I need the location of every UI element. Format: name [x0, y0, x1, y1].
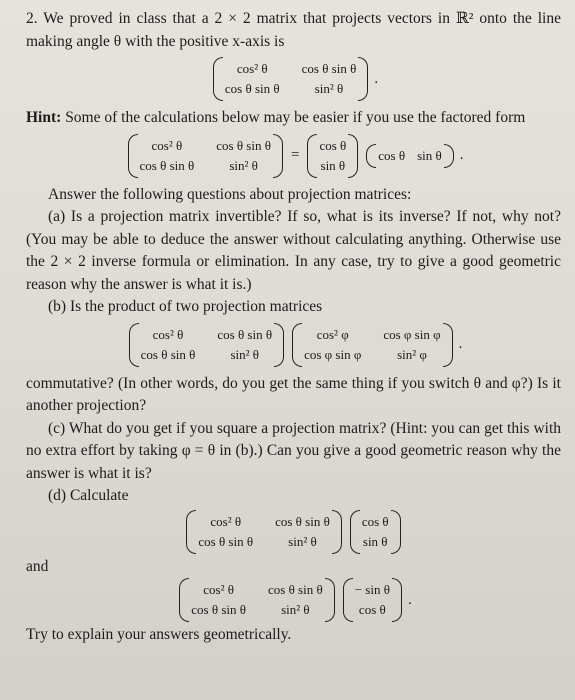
- matrix-cell: cos θ sin θ: [217, 326, 273, 342]
- part-d: (d) Calculate: [48, 487, 129, 504]
- period: .: [458, 336, 463, 353]
- hint-paragraph: [26, 107, 561, 130]
- matrix-cell: cos φ sin φ: [383, 326, 441, 342]
- matrix-cell: sin θ: [417, 147, 442, 163]
- factored-form-equation: [26, 134, 561, 178]
- column-vector-cos-sin: [350, 510, 401, 554]
- projection-matrix-theta: [128, 134, 283, 178]
- projection-matrix-phi: [292, 323, 453, 367]
- row-vector-cos-sin: [366, 144, 453, 168]
- column-vector-neg-sin-cos: [343, 578, 402, 622]
- matrix-cell: cos θ sin θ: [140, 346, 196, 362]
- part-d-second-product: [26, 578, 561, 622]
- matrix-cell: cos θ: [378, 147, 406, 163]
- matrix-cell: sin² θ: [288, 533, 317, 549]
- matrix-cell: cos θ sin θ: [275, 513, 330, 529]
- part-b-intro: (b) Is the product of two projection matrices: [48, 298, 323, 315]
- projection-matrix-theta: [129, 323, 284, 367]
- matrix-cell: sin θ: [320, 157, 346, 173]
- projection-matrix-theta: [179, 578, 334, 622]
- and-text: and: [26, 557, 49, 575]
- matrix-cell: sin² θ: [229, 157, 258, 173]
- matrix-cell: sin θ: [362, 533, 388, 549]
- problem-intro: 2. We proved in class that a 2 × 2 matrix that projects vectors in ℝ² onto the line making angle θ with the positive x-axis is: [26, 10, 561, 50]
- period: .: [374, 70, 379, 87]
- matrix-cell: sin² φ: [397, 346, 427, 362]
- matrix-cell: cos² θ: [152, 326, 184, 342]
- matrix-cell: cos θ: [319, 137, 347, 153]
- answer-following: Answer the following questions about projection matrices:: [48, 185, 412, 203]
- matrix-cell: sin² θ: [314, 81, 344, 96]
- matrix-cell: − sin θ: [354, 582, 390, 597]
- matrix-cell: cos θ sin θ: [139, 157, 195, 173]
- matrix-cell: cos θ sin θ: [191, 602, 246, 617]
- matrix-cell: cos θ: [361, 513, 389, 529]
- matrix-cell: cos φ sin φ: [304, 346, 362, 362]
- matrix-cell: cos² θ: [236, 61, 268, 76]
- matrix-cell: cos θ sin θ: [268, 582, 323, 597]
- equals-sign: =: [290, 147, 300, 164]
- projection-matrix-theta: [186, 510, 341, 554]
- matrix-cell: cos² θ: [151, 137, 183, 153]
- projection-matrix-equation: [26, 57, 561, 101]
- part-d-first-product: [26, 510, 561, 554]
- period: .: [459, 147, 464, 164]
- column-vector-cos-sin: [307, 134, 358, 178]
- hint-label: Hint:: [26, 109, 62, 126]
- matrix-cell: cos θ sin θ: [301, 61, 357, 76]
- matrix-cell: cos θ sin θ: [198, 533, 254, 549]
- matrix-cell: cos θ: [358, 602, 386, 617]
- product-matrices-equation: [26, 323, 561, 367]
- hint-text: Some of the calculations below may be easier if you use the factored form: [65, 109, 526, 126]
- matrix-cell: cos θ sin θ: [216, 137, 271, 153]
- matrix-cell: cos² φ: [316, 326, 349, 342]
- closing-text: Try to explain your answers geometrically.: [26, 626, 292, 643]
- matrix-cell: sin² θ: [230, 346, 259, 362]
- part-a: (a) Is a projection matrix invertible? If so, what is its inverse? If not, why not? (You may be able to deduce the answer without calculating anything. Otherwise use the 2 × 2 inverse formula or elimination. In any case, try to give a good geometric reason why the answer is what it is.): [26, 208, 561, 293]
- matrix-cell: cos² θ: [210, 513, 242, 529]
- matrix-cell: sin² θ: [281, 602, 310, 617]
- period: .: [407, 591, 412, 608]
- projection-matrix-theta: [213, 57, 368, 101]
- matrix-cell: cos² θ: [203, 582, 234, 597]
- part-b-rest: commutative? (In other words, do you get the same thing if you switch θ and φ?) Is it another projection?: [26, 374, 561, 414]
- matrix-cell: cos θ sin θ: [224, 81, 280, 96]
- part-c: (c) What do you get if you square a projection matrix? (Hint: you can get this with no extra effort by taking φ = θ in (b).) Can you give a good geometric reason why the answer is what it is?: [26, 419, 561, 482]
